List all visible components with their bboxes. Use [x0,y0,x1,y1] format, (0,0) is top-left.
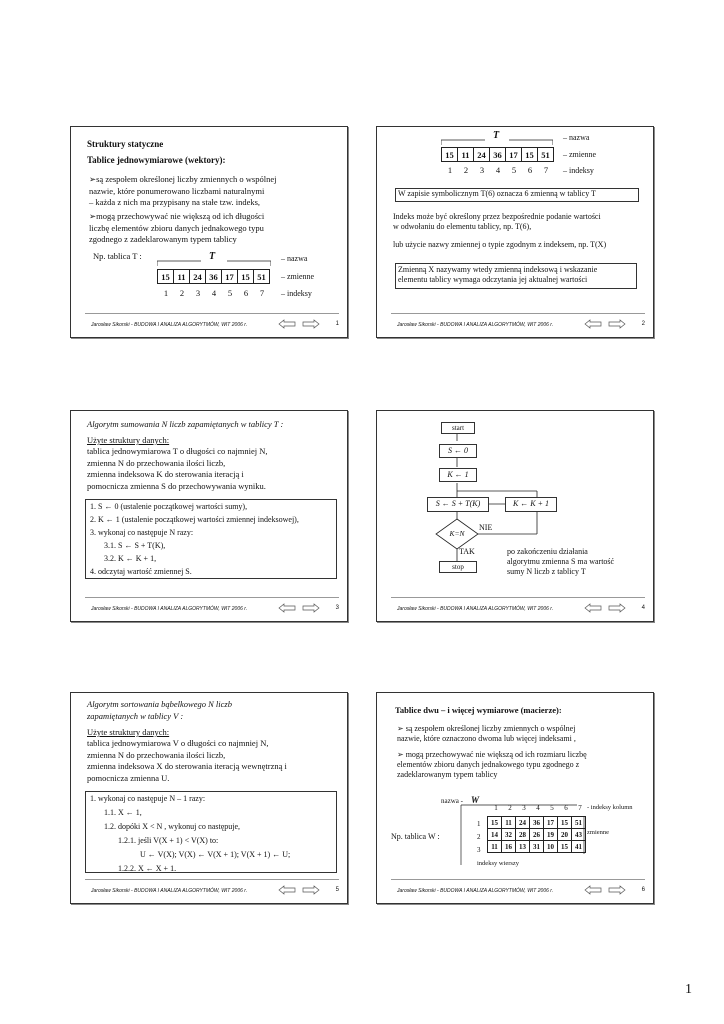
matrix-cell: 11 [502,817,516,829]
flow-add: S ← S + T(K) [427,497,489,512]
arrow-bullet-icon: ➢ [89,211,97,221]
label-nazwa: – nazwa [563,133,590,142]
algorithm-steps-box: 1. wykonaj co następuje N – 1 razy: 1.1. X ← 1, 1.2. dopóki X < N , wykonuj co następuje, 1.2.1. jeśli V(X + 1) < V(X) to: U ← V(X); V(X) ← V(X + 1); V(X + 1) ← U; 1.2.2. X ← X + 1. [85,791,337,873]
matrix-cell: 14 [488,829,502,841]
label-indeksy: – indeksy [281,289,312,298]
matrix-cell: 17 [544,817,558,829]
matrix-brackets [377,693,653,883]
matrix-cell: 24 [516,817,530,829]
slide-number: 4 [641,605,645,611]
slide-6 [376,692,654,904]
flow-increment: K ← K + 1 [505,497,557,512]
slide-number: 3 [335,605,339,611]
slide-5 [70,692,348,904]
flow-init-index: K ← 1 [439,468,477,482]
example-label: Np. tablica W : [391,832,440,841]
matrix-cell: 16 [502,841,516,853]
vector-cell: 11 [174,270,190,284]
slide-footer: Jarosław Sikorski - BUDOWA I ANALIZA ALGORYTMÓW, WIT 2006 r. 6 [377,885,653,897]
matrix-cell: 13 [516,841,530,853]
column-index-label: - indeksy kolumn [587,804,633,811]
array-name: T [209,251,216,262]
vector-cell: 15 [158,270,174,284]
slide-footer: Jarosław Sikorski - BUDOWA I ANALIZA ALGORYTMÓW, WIT 2006 r. 4 [377,603,653,615]
nav-arrows-icon[interactable] [583,603,627,615]
matrix-cell: 15 [558,817,572,829]
matrix-cell: 41 [572,841,586,853]
slide-subtitle: Tablice jednowymiarowe (wektory): [87,155,226,165]
column-indices: 1 2 3 4 5 6 7 [494,804,582,812]
bullet-2: ➢mogą przechowywać nie większą od ich długości liczbę elementów zbioru danych jednakowego typu zgodnego z zadeklarowanym typem tablicy [89,211,265,244]
slide-title: Tablice dwu – i więcej wymiarowe (macierze): [395,705,562,715]
vector-cell: 36 [490,148,506,162]
slide-3 [70,410,348,622]
bullet-1: ➢ są zespołem określonej liczby zmiennych o wspólnej nazwie, które oznaczono dwoma lub więcej indeksami , [397,724,576,743]
matrix-cell: 28 [516,829,530,841]
label-nazwa: – nazwa [281,254,308,263]
vector-cell: 15 [442,148,458,162]
flow-start: start [441,422,475,434]
matrix-cell: 15 [558,841,572,853]
used-structures-label: Użyte struktury danych: [87,727,170,737]
matrix-name: W [471,795,480,805]
matrix-cell: 36 [530,817,544,829]
nav-arrows-icon[interactable] [583,885,627,897]
page-number: 1 [685,982,692,997]
slide-footer: Jarosław Sikorski - BUDOWA I ANALIZA ALGORYTMÓW, WIT 2006 r. 3 [71,603,347,615]
label-zmienne: – zmienne [563,150,597,159]
index-row: 1 2 3 4 5 6 7 [447,165,549,175]
flow-no-label: NIE [479,523,493,532]
slide-footer: Jarosław Sikorski - BUDOWA I ANALIZA ALGORYTMÓW, WIT 2006 r. 2 [377,319,653,331]
structures-list: tablica jednowymiarowa T o długości co najmniej N, zmienna N do przechowania ilości liczb, zmienna indeksowa K do sterowania iteracją i pomocnicza zmienna S do przechowywania wyniku. [87,446,268,491]
vector-cell: 11 [458,148,474,162]
vector-cell: 17 [222,270,238,284]
slide-footer: Jarosław Sikorski - BUDOWA I ANALIZA ALGORYTMÓW, WIT 2006 r. 1 [71,319,347,331]
structures-list: tablica jednowymiarowa V o długości co najmniej N, zmienna N do przechowania ilości liczb, zmienna indeksowa X do sterowania iteracją wewnętrzną i pomocnicza zmienna U. [87,738,287,783]
vector-cell: 51 [254,270,270,284]
matrix-name-label: nazwa - [441,797,463,805]
label-indeksy: – indeksy [563,166,594,175]
flow-stop: stop [439,561,477,573]
slide-number: 5 [335,887,339,893]
array-name: T [493,130,500,141]
index-row: 1 2 3 4 5 6 7 [163,288,265,298]
row-indices: 1 2 3 [477,820,481,854]
matrix-cell: 32 [502,829,516,841]
vector-table [157,269,270,284]
nav-arrows-icon[interactable] [277,603,321,615]
nav-arrows-icon[interactable] [277,885,321,897]
vector-cell: 36 [206,270,222,284]
matrix-cell: 15 [488,817,502,829]
nav-arrows-icon[interactable] [583,319,627,331]
paragraph-variable: lub użycie nazwy zmiennej o typie zgodnym z indeksem, np. T(X) [393,240,607,249]
vector-cell: 24 [474,148,490,162]
flow-note: po zakończeniu działania algorytmu zmienna S ma wartość sumy N liczb z tablicy T [507,547,615,576]
matrix-cell: 31 [530,841,544,853]
vector-cell: 24 [190,270,206,284]
matrix-cell: 43 [572,829,586,841]
variables-label: zmienne [587,829,610,836]
vector-table [441,147,554,162]
example-label: Np. tablica T : [93,251,142,261]
vector-cell: 17 [506,148,522,162]
slide-footer: Jarosław Sikorski - BUDOWA I ANALIZA ALGORYTMÓW, WIT 2006 r. 5 [71,885,347,897]
slide-number: 2 [641,321,645,327]
slide-4 [376,410,654,622]
definition-box: W zapisie symbolicznym T(6) oznacza 6 zmienną w tablicy T [395,188,639,202]
label-zmienne: – zmienne [281,272,315,281]
slide-number: 1 [335,321,339,327]
matrix-table [487,816,586,853]
used-structures-label: Użyte struktury danych: [87,435,170,445]
vector-cell: 15 [522,148,538,162]
vector-cell: 15 [238,270,254,284]
flow-init-sum: S ← 0 [439,444,477,458]
slide-title: Algorytm sumowania N liczb zapamiętanych w tablicy T : [87,419,284,429]
flow-condition: K=N [449,529,465,538]
row-index-label: indeksy wierszy [477,860,520,867]
slide-1 [70,126,348,338]
matrix-cell: 51 [572,817,586,829]
matrix-cell: 20 [558,829,572,841]
bullet-1: ➢są zespołem określonej liczby zmiennych o wspólnej nazwie, które ponumerowano liczbami naturalnymi – każda z nich ma przypisany na stałe tzw. indeks, [89,174,277,207]
slide-number: 6 [641,887,645,893]
matrix-cell: 26 [530,829,544,841]
vector-cell: 51 [538,148,554,162]
flow-yes-label: TAK [459,547,475,556]
matrix-cell: 10 [544,841,558,853]
matrix-cell: 19 [544,829,558,841]
bullet-2: ➢ mogą przechowywać nie większą od ich rozmiaru liczbę elementów zbioru danych jednakowego typu zgodnego z zadeklarowanym typem tablicy [397,750,587,779]
arrow-bullet-icon: ➢ [89,174,97,184]
slide-2 [376,126,654,338]
matrix-cell: 11 [488,841,502,853]
arrow-bullet-icon: ➢ [397,750,406,759]
index-variable-box: Zmienną X nazywamy wtedy zmienną indeksową i wskazanie elementu tablicy wymaga odczytania jej aktualnej wartości [395,263,637,289]
paragraph-index: Indeks może być określony przez bezpośrednie podanie wartości w odwołaniu do elementu tablicy, np. T(6), [393,212,601,231]
arrow-bullet-icon: ➢ [397,724,406,733]
slide-title: Algorytm sortowania bąbelkowego N liczb zapamiętanych w tablicy V : [87,699,232,721]
nav-arrows-icon[interactable] [277,319,321,331]
algorithm-steps-box: 1. S ← 0 (ustalenie początkowej wartości sumy), 2. K ← 1 (ustalenie początkowej wartości zmiennej indeksowej), 3. wykonaj co następuje N razy: 3.1. S ← S + T(K), 3.2. K ← K + 1, 4. odczytaj wartość zmiennej S. [85,499,337,579]
slide-title: Struktury statyczne [87,139,164,149]
